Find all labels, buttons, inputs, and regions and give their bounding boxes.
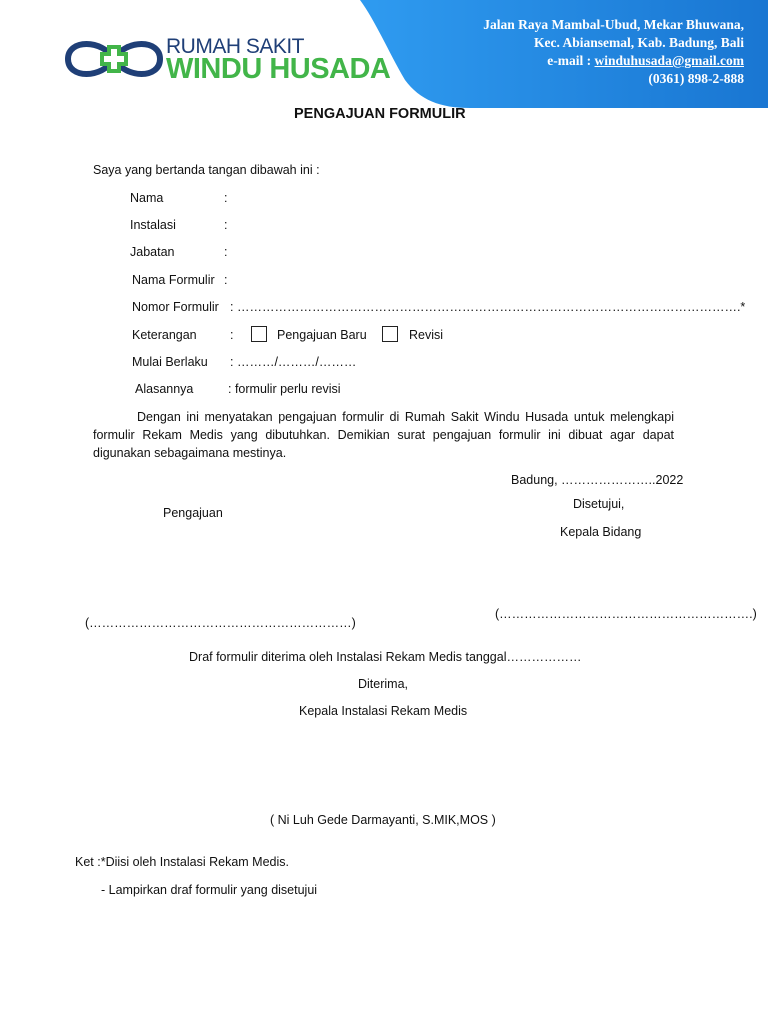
signatory-name: ( Ni Luh Gede Darmayanti, S.MIK,MOS ) (270, 813, 496, 827)
phone-line: (0361) 898-2-888 (648, 71, 744, 86)
logo-text-rumah-sakit: RUMAH SAKIT (166, 35, 305, 58)
field-keterangan-colon: : (230, 328, 234, 342)
revisi-checkbox[interactable] (382, 326, 398, 342)
field-nama-formulir-colon: : (224, 273, 228, 287)
field-nama-formulir-label: Nama Formulir (132, 273, 215, 287)
receipt-head-label: Kepala Instalasi Rekam Medis (299, 704, 468, 718)
intro-text: Saya yang bertanda tangan dibawah ini : (93, 163, 320, 177)
statement-text: Dengan ini menyatakan pengajuan formulir di Rumah Sakit Windu Husada untuk melengkapi formulir Rekam Medis yang dibutuhkan. Demikian surat pengajuan formulir ini dibuat agar dapat digunakan sebagaimana mestinya. (93, 410, 674, 460)
page-title: PENGAJUAN FORMULIR (294, 106, 466, 122)
email-label: e-mail : (547, 53, 595, 68)
pengajuan-baru-checkbox[interactable] (251, 326, 267, 342)
receipt-line: Draf formulir diterima oleh Instalasi Rekam Medis tanggal……………… (189, 650, 582, 664)
applicant-label: Pengajuan (163, 506, 223, 520)
head-label: Kepala Bidang (560, 525, 642, 539)
field-mulai-berlaku-label: Mulai Berlaku (132, 355, 208, 369)
approved-label: Disetujui, (573, 497, 625, 511)
place-date: Badung, …………………..2022 (511, 473, 684, 487)
contact-block (483, 16, 744, 88)
field-jabatan-label: Jabatan (130, 245, 175, 259)
email-line (483, 52, 744, 70)
field-mulai-berlaku-value: : ………/………/……… (230, 355, 357, 369)
note-line-1: Ket :*Diisi oleh Instalasi Rekam Medis. (75, 855, 289, 869)
left-signature-blank: (………………………………………………………) (85, 616, 356, 630)
infinity-cross-icon (64, 33, 164, 85)
logo-text-windu-husada: WINDU HUSADA (166, 53, 391, 85)
field-nomor-formulir-value: : ………………………………………………………………………………………………………….* (230, 300, 746, 314)
revisi-label: Revisi (409, 328, 444, 342)
field-nama-colon: : (224, 191, 228, 205)
note-line-2: - Lampirkan draf formulir yang disetujui (101, 883, 318, 897)
field-keterangan-label: Keterangan (132, 328, 197, 342)
field-instalasi-label: Instalasi (130, 218, 176, 232)
address-line-1: Jalan Raya Mambal-Ubud, Mekar Bhuwana, (483, 17, 744, 32)
field-instalasi-colon: : (224, 218, 228, 232)
right-signature-blank: (…………………………………………………….) (495, 607, 757, 621)
statement-paragraph (93, 408, 674, 462)
hospital-logo (64, 33, 391, 85)
field-nomor-formulir-label: Nomor Formulir (132, 300, 219, 314)
pengajuan-baru-label: Pengajuan Baru (277, 328, 367, 342)
field-alasannya-label: Alasannya (135, 382, 194, 396)
field-alasannya-value: : formulir perlu revisi (228, 382, 341, 396)
field-nama-label: Nama (130, 191, 164, 205)
address-line-2: Kec. Abiansemal, Kab. Badung, Bali (533, 35, 744, 50)
received-label: Diterima, (358, 677, 409, 691)
email-link[interactable]: winduhusada@gmail.com (594, 53, 744, 68)
field-jabatan-colon: : (224, 245, 228, 259)
